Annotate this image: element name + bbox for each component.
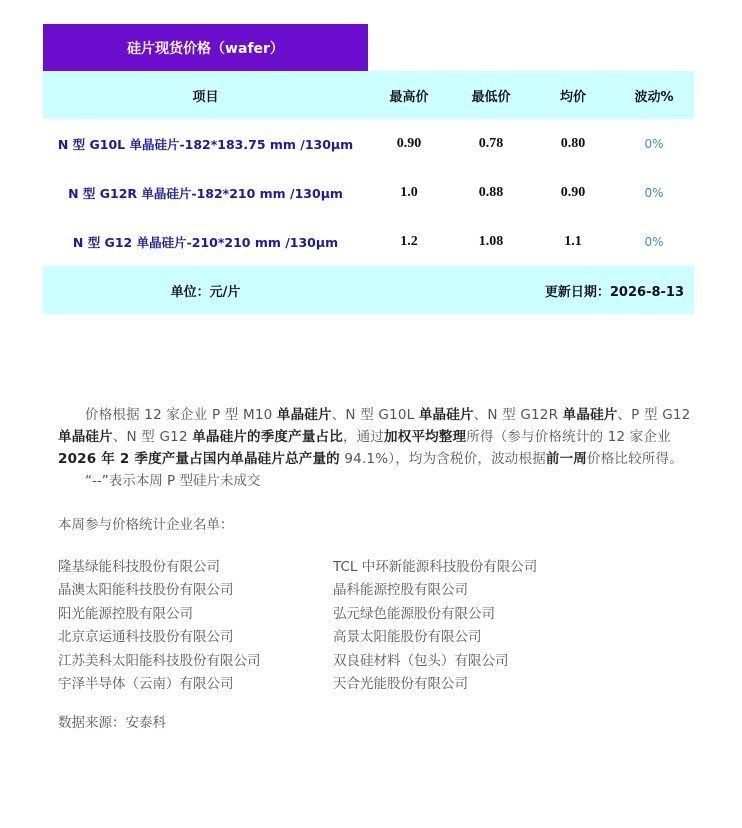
list-item: 天合光能股份有限公司 [333, 675, 468, 692]
list-item: 弘元绿色能源股份有限公司 [333, 605, 495, 622]
product-name: N 型 G10L 单晶硅片-182*183.75 mm /130μm [57, 136, 354, 152]
list-item: 宇泽半导体（云南）有限公司 [58, 675, 234, 692]
company-column-right [333, 556, 537, 696]
price-table [43, 71, 694, 314]
list-item: 晶澳太阳能科技股份有限公司 [58, 582, 234, 599]
header-item: 项目 [192, 89, 219, 105]
header-max: 最高价 [389, 89, 429, 105]
list-item: 江苏美科太阳能科技股份有限公司 [58, 652, 261, 669]
min-price: 0.78 [478, 135, 504, 151]
update-date: 更新日期：2026-8-13 [544, 284, 684, 300]
methodology-paragraph: 价格根据 12 家企业 P 型 M10 单晶硅片、N 型 G10L 单晶硅片、N 型 G12R 单晶硅片、P 型 G12 单晶硅片、N 型 G12 单晶硅片的季度产量占比，通过加权平均整理所得（参与价格统计的 12 家企业 2026 年 2 季度产量占国内单晶硅片总产量的 94.1%），均为含税价，波动根据前一周价格比较所得。 [58, 407, 691, 467]
product-name: N 型 G12R 单晶硅片-182*210 mm /130μm [68, 185, 343, 201]
company-list-title: 本周参与价格统计企业名单： [58, 517, 234, 533]
table-row [43, 217, 694, 266]
header-change: 波动% [634, 89, 674, 105]
company-list [58, 556, 698, 696]
table-row [43, 119, 694, 168]
list-item: 高景太阳能股份有限公司 [333, 629, 482, 646]
avg-price: 1.1 [564, 233, 582, 249]
price-change: 0% [644, 234, 664, 249]
table-footer [43, 266, 694, 314]
list-item: 晶科能源控股有限公司 [333, 582, 468, 599]
avg-price: 0.90 [560, 184, 586, 200]
header-min: 最低价 [471, 89, 511, 105]
price-change: 0% [644, 185, 664, 200]
company-column-left [58, 556, 261, 696]
table-header [43, 71, 694, 119]
list-item: 隆基绿能科技股份有限公司 [58, 559, 220, 575]
list-item: 阳光能源控股有限公司 [58, 605, 193, 622]
avg-price: 0.80 [560, 135, 586, 151]
price-change: 0% [644, 136, 664, 151]
max-price: 1.0 [400, 184, 418, 200]
min-price: 0.88 [478, 184, 504, 200]
list-item: 北京京运通科技股份有限公司 [58, 629, 234, 646]
list-item: 双良硅材料（包头）有限公司 [333, 652, 509, 669]
list-item: TCL 中环新能源科技股份有限公司 [333, 559, 538, 575]
product-name: N 型 G12 单晶硅片-210*210 mm /130μm [72, 234, 339, 250]
data-source: 数据来源：安泰科 [58, 715, 166, 731]
no-trade-note: “--”表示本周 P 型硅片未成交 [85, 473, 261, 489]
min-price: 1.08 [478, 233, 504, 249]
table-row [43, 168, 694, 217]
max-price: 0.90 [396, 135, 422, 151]
page-title: 硅片现货价格（wafer） [127, 40, 284, 57]
max-price: 1.2 [400, 233, 418, 249]
page-title-tab [43, 24, 368, 71]
notes-section [58, 404, 698, 734]
unit-label: 单位：元/片 [170, 284, 241, 300]
header-avg: 均价 [559, 89, 586, 105]
